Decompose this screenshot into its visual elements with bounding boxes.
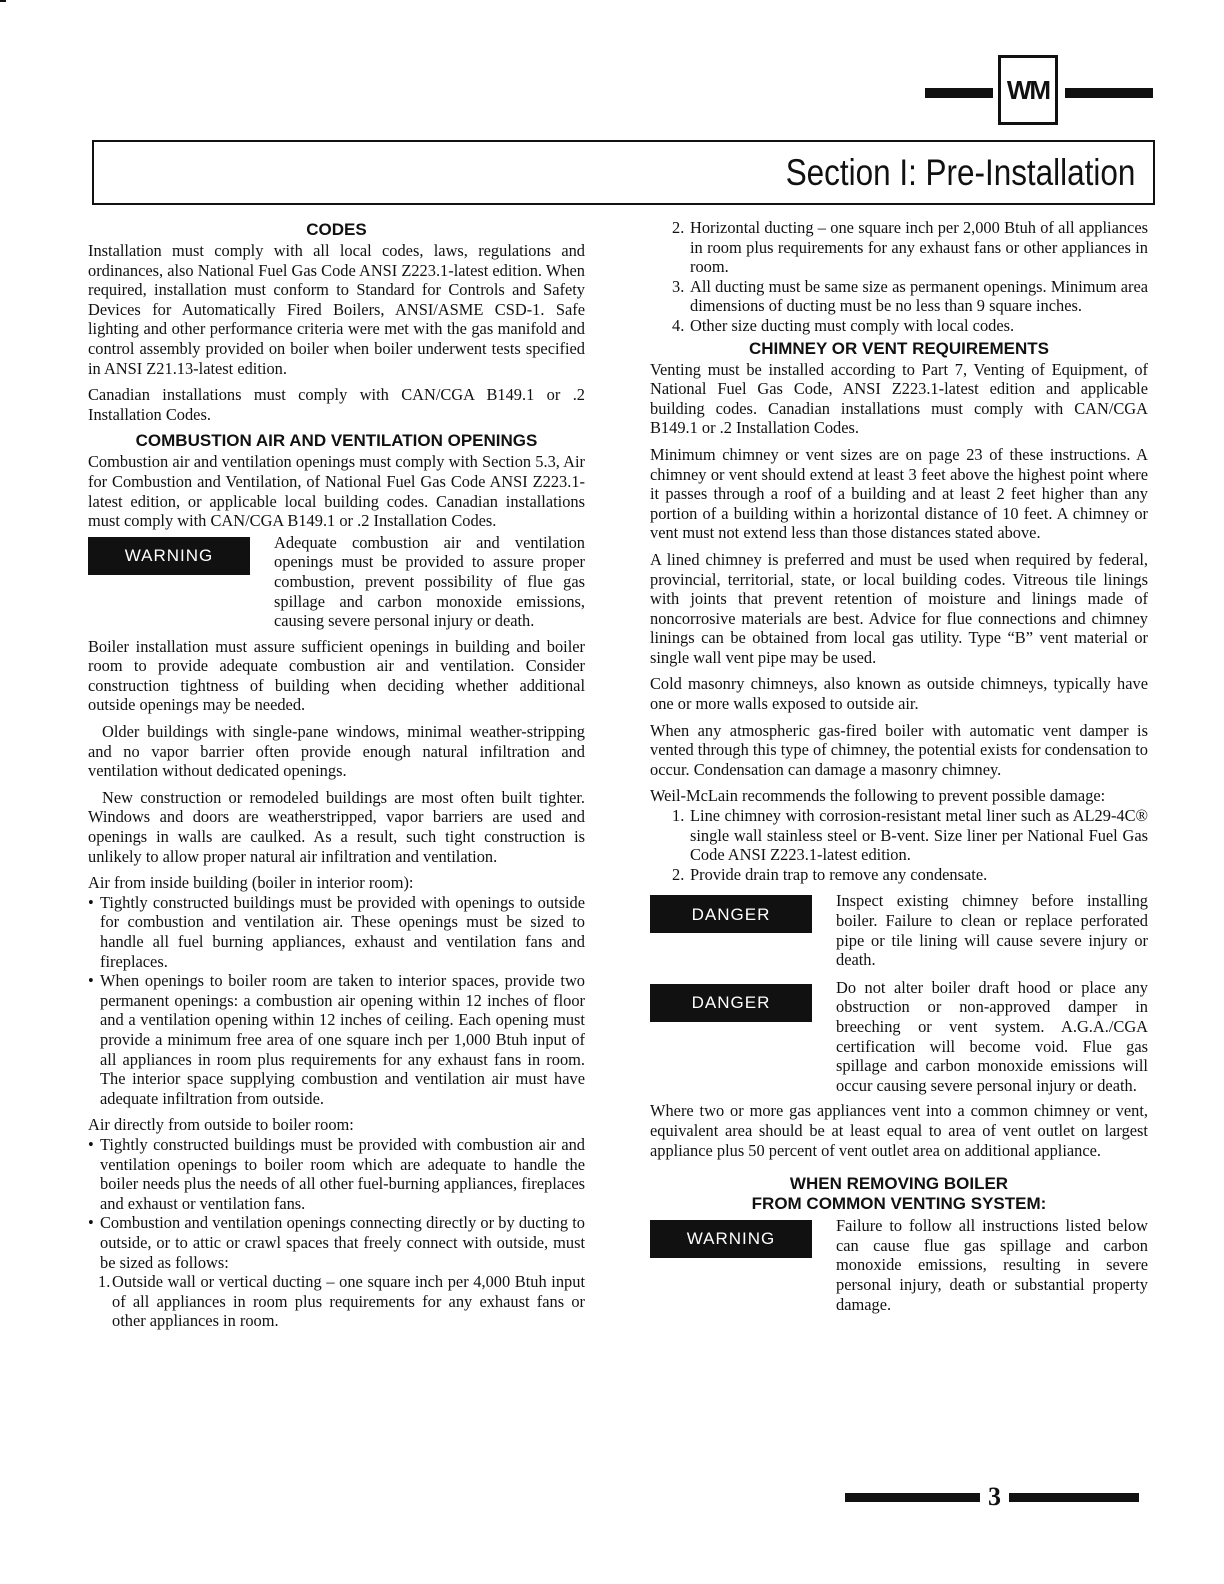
warning-callout bbox=[88, 533, 585, 631]
list-number: 2. bbox=[672, 218, 685, 237]
sizing-list bbox=[88, 1272, 585, 1331]
list-item-text: All ducting must be same size as permanent openings. Minimum area dimensions of ducting must be no less than 9 square inches. bbox=[690, 276, 1148, 316]
list-item-text: Line chimney with corrosion-resistant metal liner such as AL29-4C® single wall stainless steel or B-vent. Size liner per National Fuel Gas Code ANSI Z223.1-latest edition. bbox=[690, 806, 1148, 865]
section-header bbox=[92, 140, 1155, 205]
list-item bbox=[650, 806, 1148, 865]
sizing-list-continued bbox=[650, 218, 1148, 336]
boiler-openings-paragraph: Boiler installation must assure sufficient openings in building and boiler room to provide adequate combustion air and ventilation. Consider construction tightness of building when deciding whether additional outside openings may be needed. bbox=[88, 636, 585, 715]
chimney-paragraph-5: When any atmospheric gas-fired boiler with automatic vent damper is vented through this type of chimney, the potential exists for condensation to occur. Condensation can damage a masonry chimney. bbox=[650, 720, 1148, 779]
combustion-heading: COMBUSTION AIR AND VENTILATION OPENINGS bbox=[135, 431, 538, 451]
danger-callout-1 bbox=[650, 891, 1148, 969]
footer-rule-right bbox=[1009, 1493, 1139, 1502]
page-number: 3 bbox=[988, 1482, 1001, 1511]
page-number-footer bbox=[845, 1482, 1139, 1512]
codes-canadian-paragraph: Canadian installations must comply with CAN/CGA B149.1 or .2 Installation Codes. bbox=[88, 385, 585, 424]
warning-callout bbox=[650, 1216, 1148, 1314]
list-number: 3. bbox=[672, 276, 685, 296]
scan-edge-mark bbox=[0, 0, 6, 2]
left-column bbox=[88, 218, 585, 1338]
chimney-paragraph-1: Venting must be installed according to Part 7, Venting of Equipment, of National Fuel Gas Code, ANSI Z223.1-latest edition and applicable building codes. Canadian installations must comply with CAN/CGA B149.1 or .2 Installation Codes. bbox=[650, 359, 1148, 438]
weil-mclain-logo bbox=[998, 55, 1058, 125]
chimney-paragraph-4: Cold masonry chimneys, also known as outside chimneys, typically have one or more walls exposed to outside air. bbox=[650, 674, 1148, 714]
list-item-text: Tightly constructed buildings must be provided with combustion air and ventilation openings to boiler room which are adequate to handle the boiler needs plus the needs of all other fuel-burning appliances, fireplaces and exhaust or ventilation fans. bbox=[100, 1134, 585, 1213]
footer-rule-left bbox=[845, 1493, 980, 1502]
warning-badge: WARNING bbox=[88, 537, 250, 575]
chimney-paragraph-2: Minimum chimney or vent sizes are on page 23 of these instructions. A chimney or vent should extend at least 3 feet above the highest point where it passes through a roof of a building and at least 2 feet higher than any portion of a building within a horizontal distance of 10 feet. A chimney or vent must not extend less than those distances stated above. bbox=[650, 444, 1148, 543]
danger-callout-2 bbox=[650, 978, 1148, 1096]
chimney-paragraph-6: Weil-McLain recommends the following to prevent possible damage: bbox=[650, 786, 1106, 806]
list-number: 1. bbox=[672, 806, 685, 826]
list-number: 2. bbox=[672, 864, 685, 884]
warning-badge: WARNING bbox=[650, 1220, 812, 1258]
logo-rule-left bbox=[925, 88, 993, 98]
list-item: • When openings to boiler room are taken to interior spaces, provide two permanent openings: a combustion air opening within 12 inches of floor and a ventilation opening within 12 inches of ceiling. Each opening must provide a minimum free area of one square inch per 1,000 Btuh input of all appliances in room plus requirements for any exhaust fans in room. The interior space supplying combustion and ventilation air must have adequate infiltration from outside. bbox=[88, 971, 585, 1108]
list-item-text: Horizontal ducting – one square inch per 2,000 Btuh of all appliances in room plus requirements for any exhaust fans or other appliances in room. bbox=[690, 218, 1148, 277]
list-item bbox=[650, 218, 1148, 277]
danger-badge: DANGER bbox=[650, 895, 812, 933]
removing-heading-line-2: FROM COMMON VENTING SYSTEM: bbox=[751, 1194, 1047, 1214]
list-number: 1. bbox=[98, 1272, 111, 1292]
combustion-paragraph: Combustion air and ventilation openings must comply with Section 5.3, Air for Combustion and Ventilation, of National Fuel Gas Code ANSI Z223.1-latest edition, or applicable local building codes. Canadian installations must comply with CAN/CGA B149.1 or .2 Installation Codes. bbox=[88, 452, 585, 531]
warning-text: Failure to follow all instructions listed below can cause flue gas spillage and carbon monoxide emissions, resulting in severe personal injury, death or substantial property damage. bbox=[836, 1216, 1148, 1314]
list-item bbox=[650, 277, 1148, 316]
inside-air-intro: Air from inside building (boiler in interior room): bbox=[88, 873, 414, 893]
logo-rule-right bbox=[1065, 88, 1153, 98]
section-title: Section I: Pre-Installation bbox=[785, 152, 1135, 193]
list-item: • Combustion and ventilation openings connecting directly or by ducting to outside, or to attic or crawl spaces that freely connect with outside, must be sized as follows: bbox=[88, 1213, 585, 1272]
logo-text: WM bbox=[1006, 74, 1050, 105]
list-number: 4. bbox=[672, 315, 685, 335]
codes-paragraph: Installation must comply with all local codes, laws, regulations and ordinances, also National Fuel Gas Code ANSI Z223.1-latest edition. When required, installation must conform to Standard for Controls and Safety Devices for Automatically Fired Boilers, ANSI/ASME CSD-1. Safe lighting and other performance criteria were met with the gas manifold and control assembly provided on boiler when boiler underwent tests specified in ANSI Z21.13-latest edition. bbox=[88, 241, 585, 378]
chimney-heading: CHIMNEY OR VENT REQUIREMENTS bbox=[748, 338, 1050, 358]
list-item bbox=[650, 316, 1148, 336]
codes-heading: CODES bbox=[306, 220, 367, 239]
list-item-text: Tightly constructed buildings must be provided with openings to outside for combustion and ventilation air. These openings must be sized to handle all fuel burning appliances, exhaust and ventilation fans and fireplaces. bbox=[100, 892, 585, 971]
list-item-text: Other size ducting must comply with local codes. bbox=[690, 315, 1015, 335]
outside-air-intro: Air directly from outside to boiler room: bbox=[88, 1115, 354, 1135]
warning-text: Adequate combustion air and ventilation openings must be provided to assure proper combustion, prevent possibility of flue gas spillage and carbon monoxide emissions, causing severe personal injury or death. bbox=[274, 532, 585, 631]
danger-text: Inspect existing chimney before installing boiler. Failure to clean or replace perforated pipe or tile lining will cause severe injury or death. bbox=[836, 891, 1148, 970]
chimney-paragraph-3: A lined chimney is preferred and must be used when required by federal, provincial, territorial, state, or local building codes. Vitreous tile linings with joints that prevent retention of moisture and linings made of noncorrosive materials are best. Advice for flue connections and chimney linings can be obtained from local gas utility. Type “B” vent material or single wall vent pipe may be used. bbox=[650, 549, 1148, 667]
prevent-damage-list bbox=[650, 806, 1148, 884]
danger-text: Do not alter boiler draft hood or place any obstruction or non-approved damper in breeching or vent system. A.G.A./CGA certification will become void. Flue gas spillage and carbon monoxide emissions will occur causing severe personal injury or death. bbox=[836, 977, 1148, 1095]
outside-air-list bbox=[88, 1135, 585, 1272]
list-item-text: Outside wall or vertical ducting – one square inch per 4,000 Btuh input of all appliances in room plus requirements for any exhaust fans or other appliances in room. bbox=[112, 1272, 585, 1331]
common-venting-paragraph: Where two or more gas appliances vent into a common chimney or vent, equivalent area should be at least equal to area of vent outlet on largest appliance plus 50 percent of vent outlet area on additional appliance. bbox=[650, 1101, 1148, 1160]
list-item: • Tightly constructed buildings must be provided with openings to outside for combustion and ventilation air. These openings must be sized to handle all fuel burning appliances, exhaust and ventilation fans and fireplaces. bbox=[88, 892, 585, 971]
list-item-text: When openings to boiler room are taken to interior spaces, provide two permanent openings: a combustion air opening within 12 inches of floor and a ventilation opening within 12 inches of ceiling. Each opening must provide a minimum free area of one square inch per 1,000 Btuh input of all appliances in room plus requirements for any exhaust fans in room. The interior space supplying combustion and ventilation air must have adequate infiltration from outside. bbox=[100, 971, 585, 1108]
list-item-text: Combustion and ventilation openings connecting directly or by ducting to outside, or to attic or crawl spaces that freely connect with outside, must be sized as follows: bbox=[100, 1213, 585, 1272]
removing-heading-line-1: WHEN REMOVING BOILER bbox=[789, 1174, 1009, 1194]
older-buildings-paragraph: Older buildings with single-pane windows, minimal weather-stripping and no vapor barrier often provide enough natural infiltration and ventilation without dedicated openings. bbox=[88, 722, 585, 781]
right-column bbox=[650, 218, 1148, 1320]
new-construction-paragraph: New construction or remodeled buildings are most often built tighter. Windows and doors are weatherstripped, vapor barriers are used and openings in walls are caulked. As a result, such tight construction is unlikely to allow proper natural air infiltration and ventilation. bbox=[88, 787, 585, 866]
list-item: • Tightly constructed buildings must be provided with combustion air and ventilation openings to boiler room which are adequate to handle the boiler needs plus the needs of all other fuel-burning appliances, fireplaces and exhaust or ventilation fans. bbox=[88, 1134, 585, 1213]
danger-badge: DANGER bbox=[650, 984, 812, 1022]
list-item-text: Provide drain trap to remove any condensate. bbox=[690, 864, 988, 884]
list-item bbox=[650, 865, 1148, 885]
inside-air-list bbox=[88, 893, 585, 1109]
list-item bbox=[88, 1272, 585, 1331]
